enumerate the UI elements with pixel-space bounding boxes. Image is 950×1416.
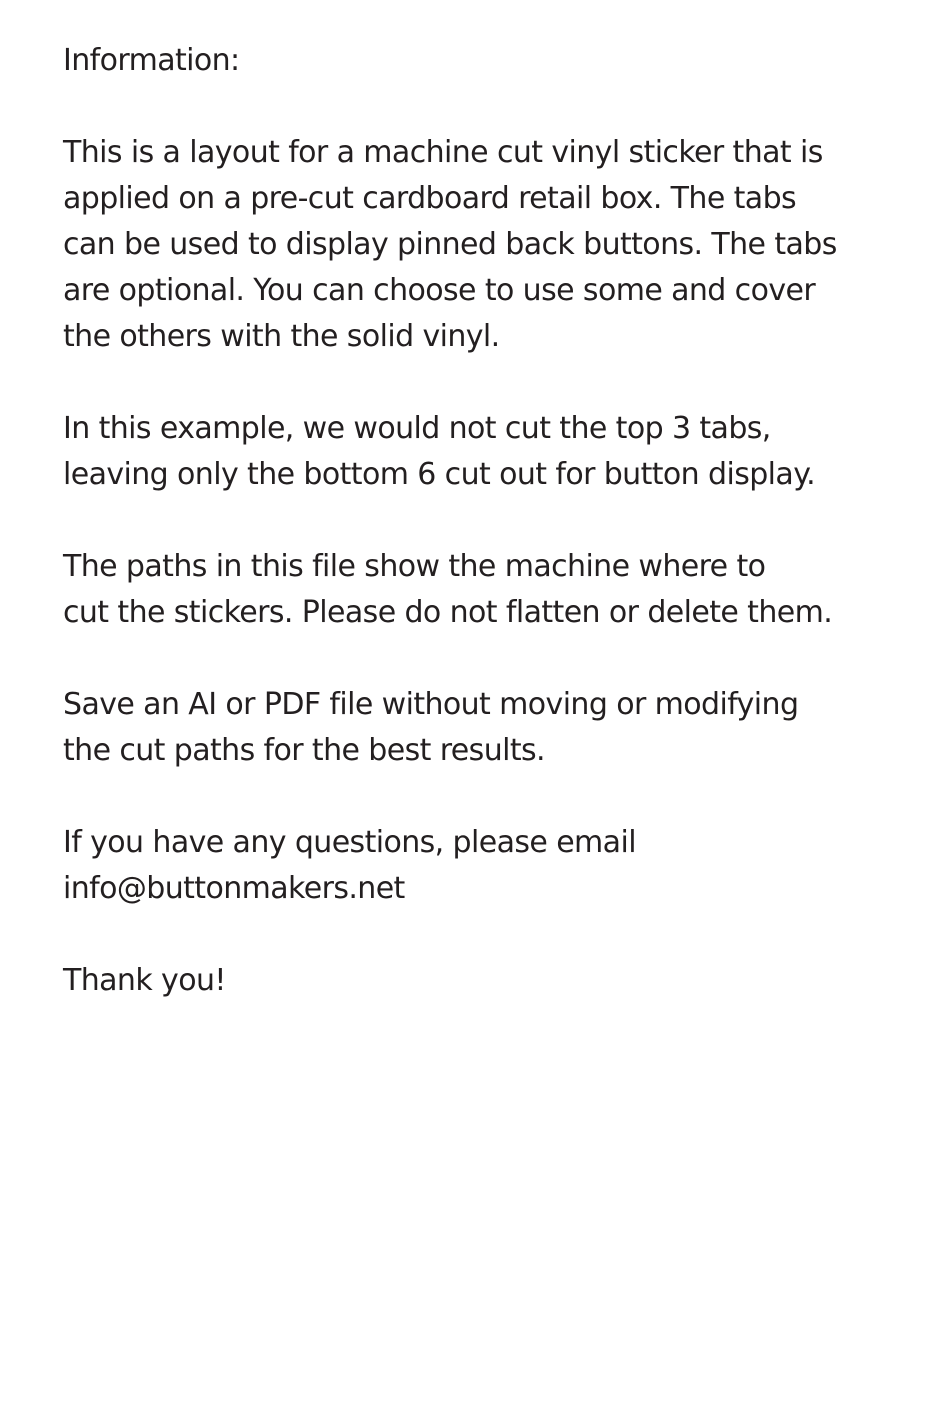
paragraph-cut-paths [63,544,923,636]
text-line: the others with the solid vinyl. [63,319,500,354]
heading-information: Information: [63,43,240,78]
paragraph-contact [63,820,923,912]
text-line: cut the stickers. Please do not flatten or delete them. [63,595,833,630]
text-line: If you have any questions, please email [63,825,636,860]
paragraph-layout-description [63,130,923,360]
document-body [63,38,923,1050]
text-line: applied on a pre-cut cardboard retail box. The tabs [63,181,797,216]
text-line: leaving only the bottom 6 cut out for button display. [63,457,816,492]
text-line: The paths in this file show the machine where to [63,549,766,584]
paragraph-save-file [63,682,923,774]
text-line: are optional. You can choose to use some and cover [63,273,816,308]
text-line: This is a layout for a machine cut vinyl sticker that is [63,135,823,170]
paragraph-example [63,406,923,498]
text-line: In this example, we would not cut the top 3 tabs, [63,411,771,446]
closing-thank-you: Thank you! [63,963,226,998]
text-line: can be used to display pinned back buttons. The tabs [63,227,837,262]
text-line: Save an AI or PDF file without moving or modifying [63,687,799,722]
text-line: the cut paths for the best results. [63,733,545,768]
contact-email: info@buttonmakers.net [63,871,405,906]
